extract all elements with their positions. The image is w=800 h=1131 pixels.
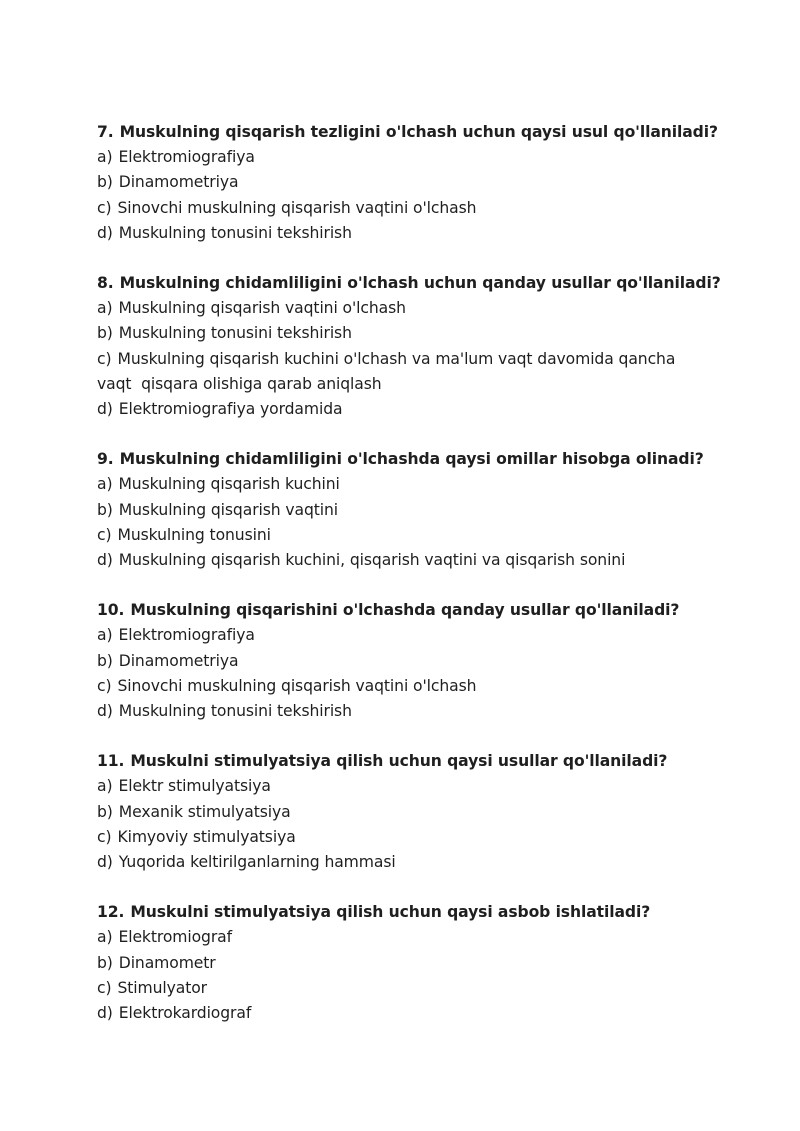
question-title bbox=[97, 447, 737, 472]
option-text: Muskulning qisqarish kuchini bbox=[118, 475, 340, 494]
option-letter: d) bbox=[97, 1004, 113, 1023]
answer-option-c bbox=[97, 347, 737, 372]
option-letter: b) bbox=[97, 802, 113, 821]
option-letter: c) bbox=[97, 676, 112, 695]
option-text: Dinamometriya bbox=[118, 651, 239, 670]
option-letter: a) bbox=[97, 299, 113, 318]
option-text: Muskulning qisqarish kuchini, qisqarish vaqtini va qisqarish sonini bbox=[118, 551, 626, 570]
question-text: Muskulni stimulyatsiya qilish uchun qaysi asbob ishlatiladi? bbox=[130, 903, 651, 922]
answer-option-d bbox=[97, 548, 737, 573]
option-letter: b) bbox=[97, 651, 113, 670]
option-letter: d) bbox=[97, 551, 113, 570]
option-text: Muskulning tonusini bbox=[117, 525, 271, 544]
answer-option-d bbox=[97, 1001, 737, 1026]
option-text: Elektromiograf bbox=[118, 928, 233, 947]
option-letter: a) bbox=[97, 148, 113, 167]
question-number: 7. bbox=[97, 123, 114, 141]
option-letter: a) bbox=[97, 777, 113, 796]
option-text: Muskulning qisqarish kuchini o'lchash va ma'lum vaqt davomida qancha bbox=[117, 349, 676, 368]
option-text: Stimulyator bbox=[117, 978, 207, 997]
question-number: 12. bbox=[97, 903, 125, 922]
answer-option-a bbox=[97, 145, 737, 170]
option-letter: a) bbox=[97, 475, 113, 494]
option-letter: c) bbox=[97, 198, 112, 217]
question-number: 11. bbox=[97, 752, 125, 771]
option-letter: b) bbox=[97, 500, 113, 519]
question-9 bbox=[97, 447, 737, 573]
answer-option-c bbox=[97, 674, 737, 699]
answer-option-c bbox=[97, 825, 737, 850]
question-text: Muskulning qisqarish tezligini o'lchash uchun qaysi usul qo'llaniladi? bbox=[119, 123, 718, 141]
option-text: Sinovchi muskulning qisqarish vaqtini o'lchash bbox=[117, 676, 477, 695]
question-text: Muskulning qisqarishini o'lchashda qanday usullar qo'llaniladi? bbox=[130, 601, 680, 620]
answer-option-a bbox=[97, 925, 737, 950]
option-letter: c) bbox=[97, 349, 112, 368]
option-text: Elektromiografiya bbox=[118, 626, 255, 645]
option-letter: c) bbox=[97, 525, 112, 544]
answer-option-d bbox=[97, 699, 737, 724]
answer-option-c-continuation bbox=[97, 372, 737, 397]
option-text: Elektromiografiya bbox=[118, 148, 255, 167]
option-text: Muskulning tonusini tekshirish bbox=[118, 223, 352, 242]
answer-option-b bbox=[97, 321, 737, 346]
option-text: Dinamometr bbox=[118, 953, 216, 972]
answer-option-c bbox=[97, 523, 737, 548]
option-letter: b) bbox=[97, 173, 113, 192]
question-number: 10. bbox=[97, 601, 125, 620]
option-letter: b) bbox=[97, 324, 113, 343]
answer-option-a bbox=[97, 296, 737, 321]
answer-option-d bbox=[97, 221, 737, 246]
question-12 bbox=[97, 900, 737, 1026]
question-8 bbox=[97, 271, 737, 422]
answer-option-a bbox=[97, 472, 737, 497]
question-number: 8. bbox=[97, 274, 114, 293]
option-text: Elektrokardiograf bbox=[118, 1004, 252, 1023]
option-letter: a) bbox=[97, 626, 113, 645]
question-list bbox=[97, 120, 737, 1051]
answer-option-a bbox=[97, 774, 737, 799]
option-text: Elektr stimulyatsiya bbox=[118, 777, 271, 796]
answer-option-c bbox=[97, 976, 737, 1001]
option-text: Muskulning tonusini tekshirish bbox=[118, 702, 352, 721]
answer-option-b bbox=[97, 170, 737, 195]
option-letter: a) bbox=[97, 928, 113, 947]
option-text: Mexanik stimulyatsiya bbox=[118, 802, 291, 821]
question-title bbox=[97, 271, 737, 296]
answer-option-d bbox=[97, 397, 737, 422]
option-letter: c) bbox=[97, 978, 112, 997]
question-11 bbox=[97, 749, 737, 875]
answer-option-b bbox=[97, 951, 737, 976]
question-7 bbox=[97, 120, 737, 246]
option-letter: d) bbox=[97, 400, 113, 419]
answer-option-b bbox=[97, 800, 737, 825]
question-title bbox=[97, 120, 737, 145]
question-text: Muskulni stimulyatsiya qilish uchun qaysi usullar qo'llaniladi? bbox=[130, 752, 668, 771]
question-title bbox=[97, 598, 737, 623]
option-text: Sinovchi muskulning qisqarish vaqtini o'lchash bbox=[117, 198, 477, 217]
option-text: Muskulning tonusini tekshirish bbox=[118, 324, 352, 343]
option-text-continuation: vaqt qisqara olishiga qarab aniqlash bbox=[97, 374, 382, 393]
answer-option-b bbox=[97, 649, 737, 674]
option-text: Kimyoviy stimulyatsiya bbox=[117, 827, 296, 846]
question-title bbox=[97, 900, 737, 925]
answer-option-b bbox=[97, 498, 737, 523]
question-title bbox=[97, 749, 737, 774]
answer-option-d bbox=[97, 850, 737, 875]
answer-option-a bbox=[97, 623, 737, 648]
option-letter: d) bbox=[97, 223, 113, 242]
option-letter: d) bbox=[97, 853, 113, 872]
option-text: Muskulning qisqarish vaqtini o'lchash bbox=[118, 299, 406, 318]
option-text: Yuqorida keltirilganlarning hammasi bbox=[118, 853, 396, 872]
option-text: Muskulning qisqarish vaqtini bbox=[118, 500, 339, 519]
question-text: Muskulning chidamliligini o'lchash uchun qanday usullar qo'llaniladi? bbox=[119, 274, 721, 293]
option-letter: b) bbox=[97, 953, 113, 972]
option-letter: d) bbox=[97, 702, 113, 721]
question-number: 9. bbox=[97, 450, 114, 469]
question-text: Muskulning chidamliligini o'lchashda qaysi omillar hisobga olinadi? bbox=[119, 450, 704, 469]
question-10 bbox=[97, 598, 737, 724]
option-text: Dinamometriya bbox=[118, 173, 239, 192]
option-letter: c) bbox=[97, 827, 112, 846]
answer-option-c bbox=[97, 196, 737, 221]
option-text: Elektromiografiya yordamida bbox=[118, 400, 343, 419]
